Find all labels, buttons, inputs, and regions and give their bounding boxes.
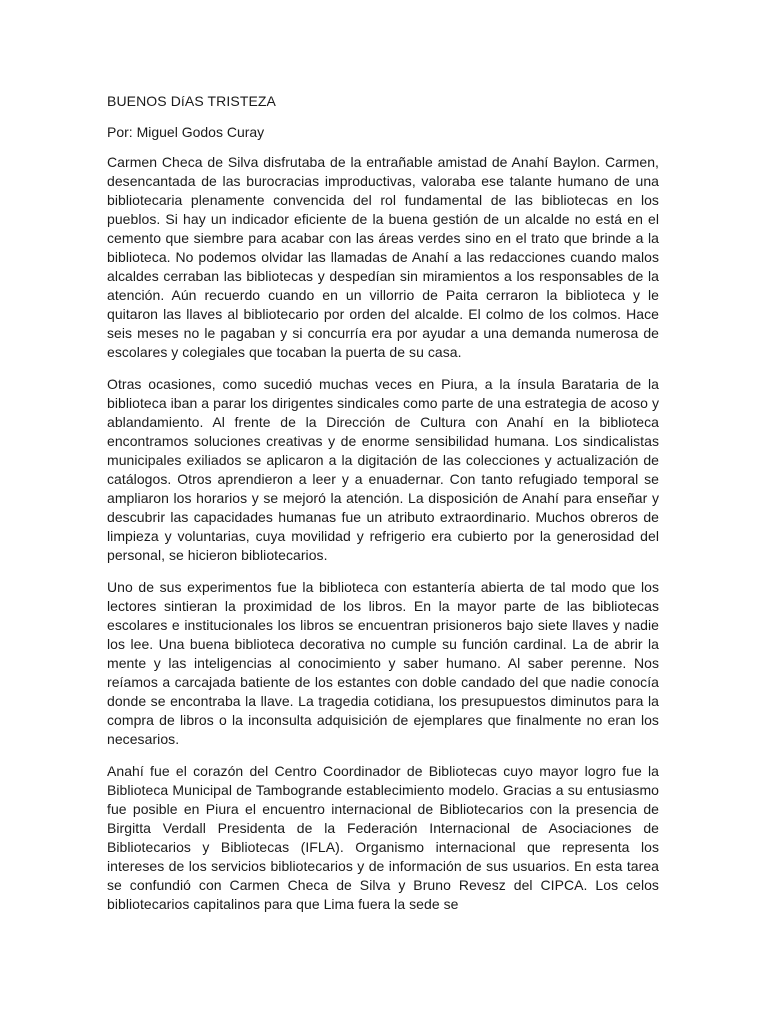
document-title: BUENOS DíAS TRISTEZA — [107, 93, 276, 109]
document-page — [107, 92, 659, 914]
paragraph-2: Otras ocasiones, como sucedió muchas veces en Piura, a la ínsula Barataria de la biblioteca iban a parar los dirigentes sindicales como parte de una estrategia de acoso y ablandamiento. Al frente de la Dirección de Cultura con Anahí en la biblioteca encontramos soluciones creativas y de enorme sensibilidad humana. Los sindicalistas municipales exiliados se aplicaron a la digitación de las colecciones y actualización de catálogos. Otros aprendieron a leer y a enuadernar. Con tanto refugiado temporal se ampliaron los horarios y se mejoró la atención. La disposición de Anahí para enseñar y descubrir las capacidades humanas fue un atributo extraordinario. Muchos obreros de limpieza y voluntarias, cuya movilidad y refrigerio era cubierto por la generosidad del personal, se hicieron bibliotecarios. — [107, 376, 659, 563]
paragraph-4: Anahí fue el corazón del Centro Coordinador de Bibliotecas cuyo mayor logro fue la Biblioteca Municipal de Tambogrande establecimiento modelo. Gracias a su entusiasmo fue posible en Piura el encuentro internacional de Bibliotecarios con la presencia de Birgitta Verdall Presidenta de la Federación Internacional de Asociaciones de Bibliotecarios y Bibliotecas (IFLA). Organismo internacional que representa los intereses de los servicios bibliotecarios y de información de sus usuarios. En esta tarea se confundió con Carmen Checa de Silva y Bruno Revesz del CIPCA. Los celos bibliotecarios capitalinos para que Lima fuera la sede se — [107, 763, 659, 912]
paragraph-1: Carmen Checa de Silva disfrutaba de la entrañable amistad de Anahí Baylon. Carmen, desencantada de las burocracias improductivas, valoraba ese talante humano de una bibliotecaria plenamente convencida del rol fundamental de las bibliotecas en los pueblos. Si hay un indicador eficiente de la buena gestión de un alcalde no está en el cemento que siembre para acabar con las áreas verdes sino en el trato que brinde a la biblioteca. No podemos olvidar las llamadas de Anahí a las redacciones cuando malos alcaldes cerraban las bibliotecas y despedían sin miramientos a los responsables de la atención. Aún recuerdo cuando en un villorrio de Paita cerraron la biblioteca y le quitaron las llaves al bibliotecario por orden del alcalde. El colmo de los colmos. Hace seis meses no le pagaban y si concurría era por ayudar a una demanda numerosa de escolares y colegiales que tocaban la puerta de su casa. — [107, 154, 659, 360]
paragraph-3: Uno de sus experimentos fue la biblioteca con estantería abierta de tal modo que los lectores sintieran la proximidad de los libros. En la mayor parte de las bibliotecas escolares e institucionales los libros se encuentran prisioneros bajo siete llaves y nadie los lee. Una buena biblioteca decorativa no cumple su función cardinal. La de abrir la mente y las inteligencias al conocimiento y saber humano. Al saber perenne. Nos reíamos a carcajada batiente de los estantes con doble candado del que nadie conocía donde se encontraba la llave. La tragedia cotidiana, los presupuestos diminutos para la compra de libros o la inconsulta adquisición de ejemplares que finalmente no eran los necesarios. — [107, 579, 659, 747]
document-author: Por: Miguel Godos Curay — [107, 124, 265, 140]
